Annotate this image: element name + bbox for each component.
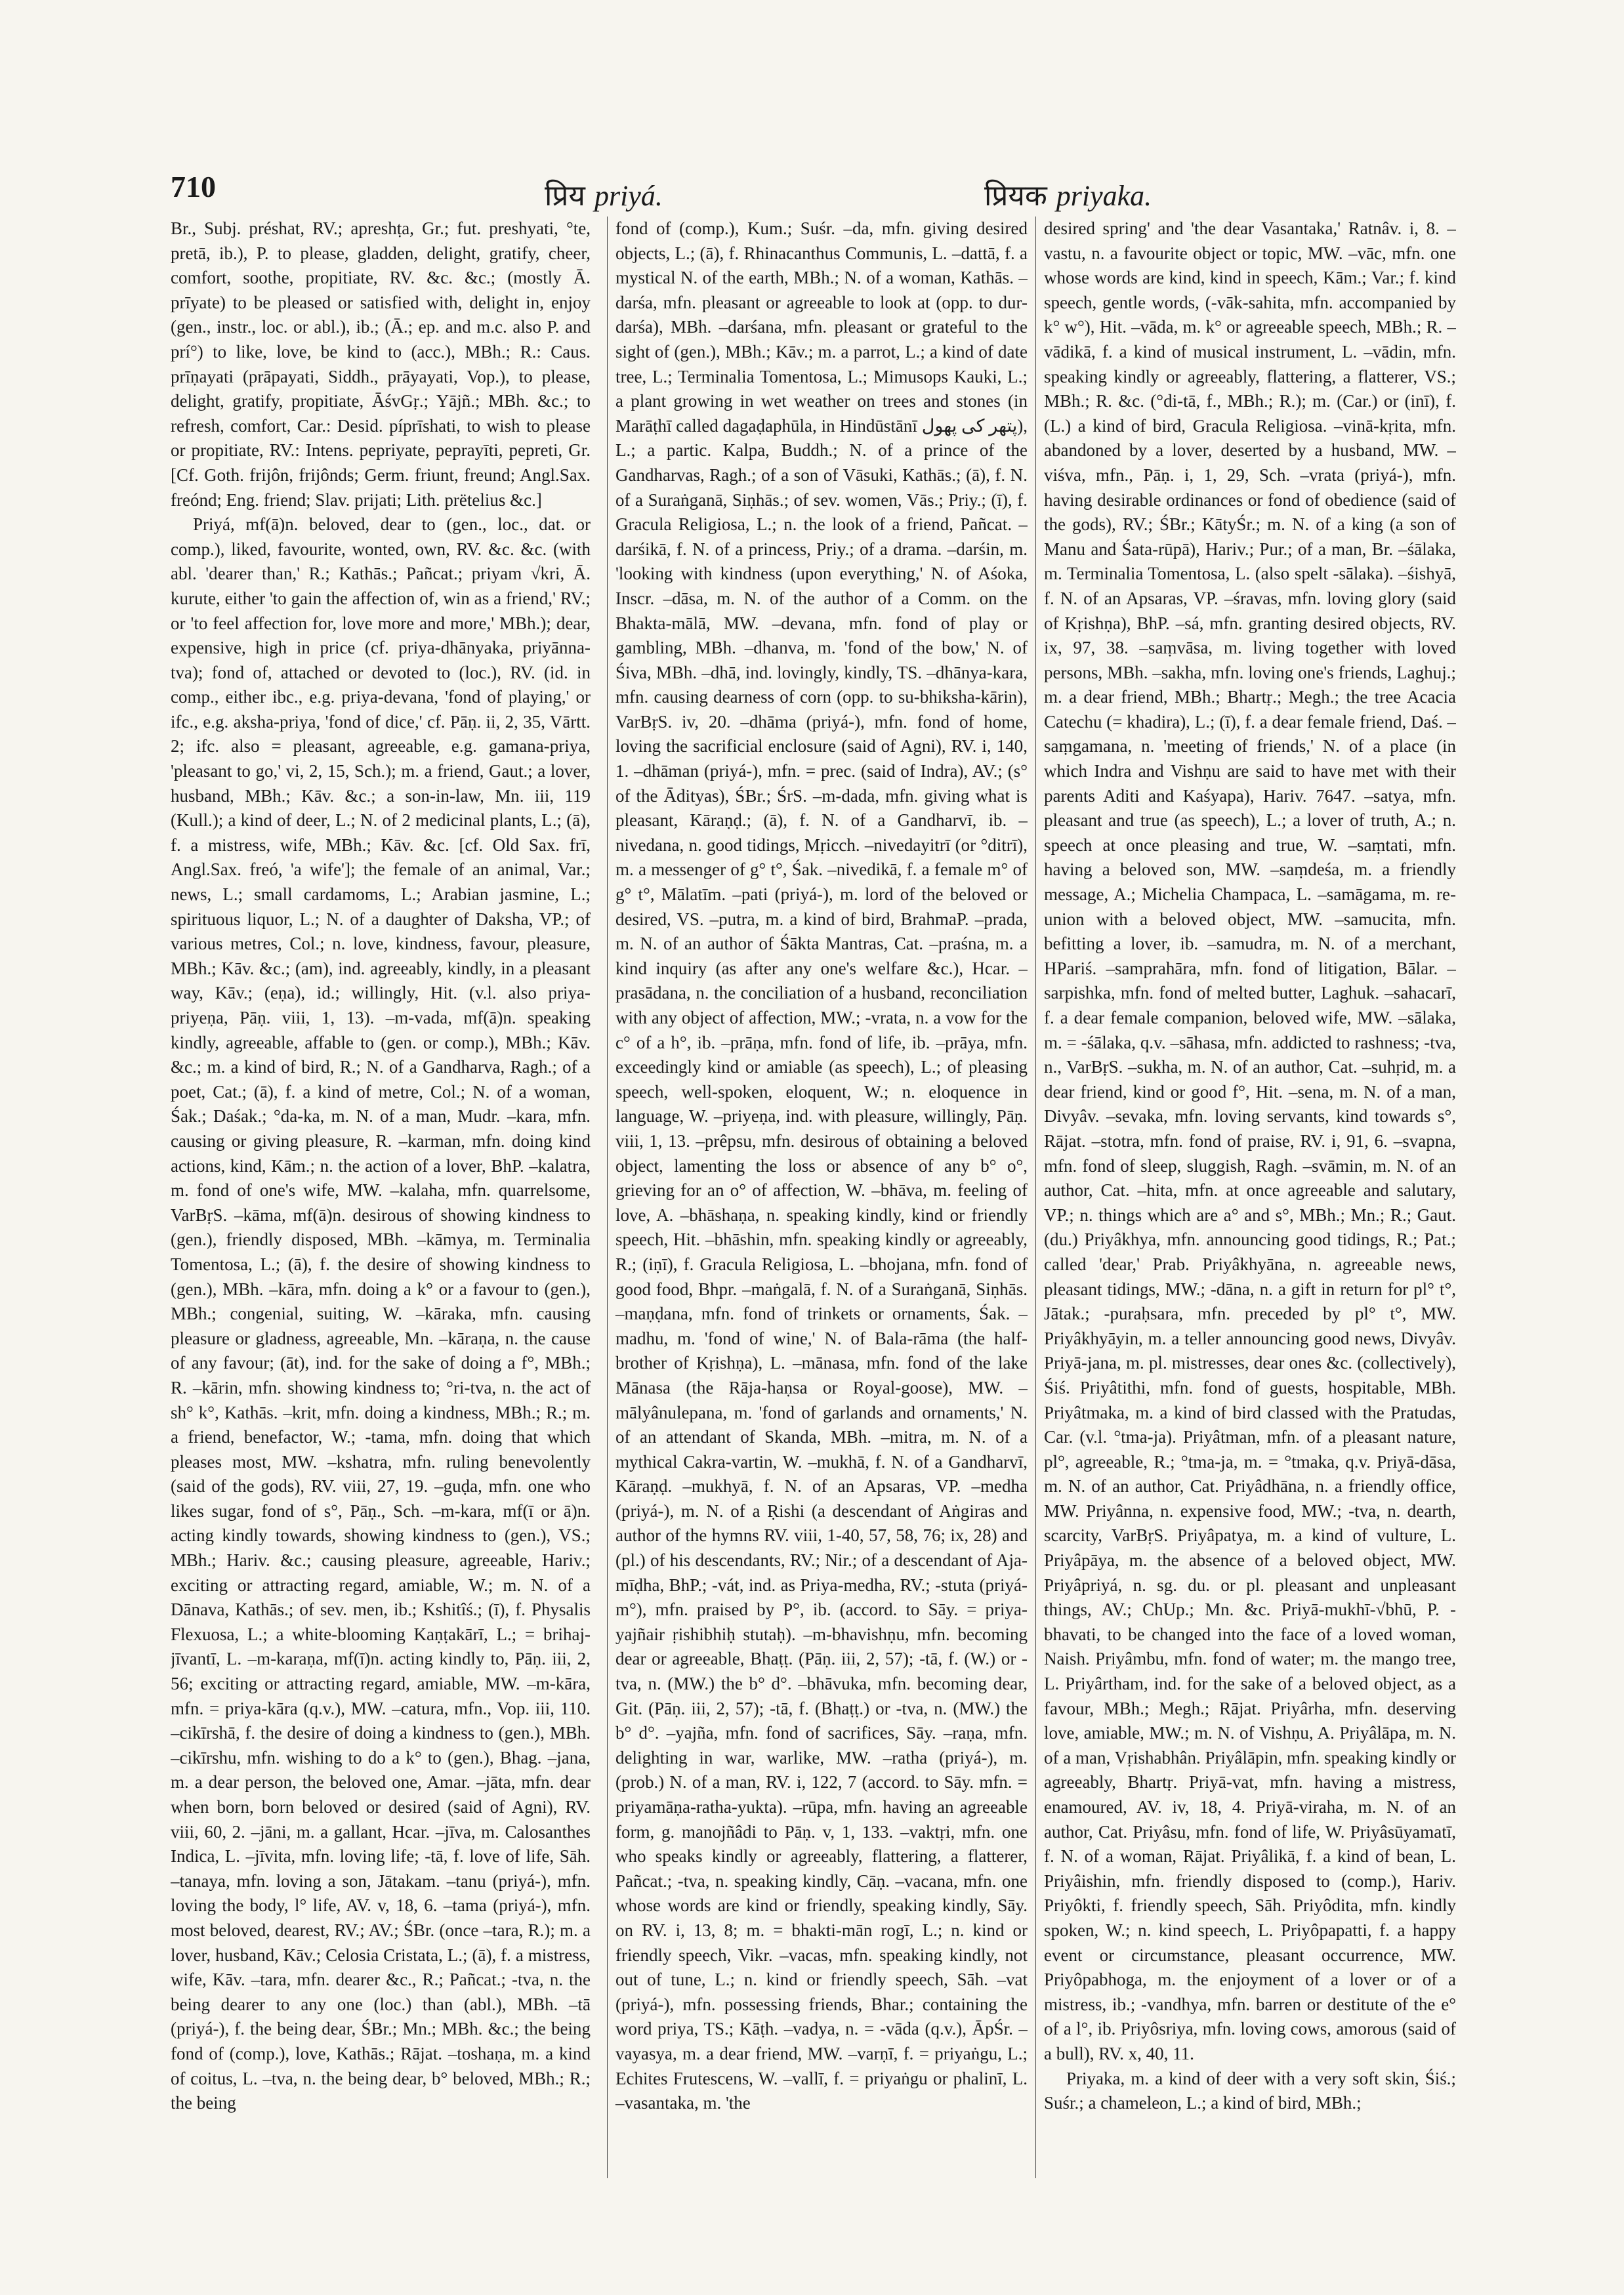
column-1-paragraph: Br., Subj. préshat, RV.; apreshṭa, Gr.; fut. preshyati, °te, pretā, ib.), P. to please, gladden, delight, gratify, cheer, comfort, soothe, propitiate, RV. &c. &c.; (mostly Ā. prīyate) to be pleased or satisfied with, delight in, enjoy (gen., instr., loc. or abl.), ib.; (Ā.; ep. and m.c. also P. and prí°) to like, love, be kind to (acc.), MBh.; R.: Caus. prīṇayati (prāpayati, Siddh., prāyayati, Vop.), to please, delight, gratify, propitiate, ĀśvGṛ.; Yājñ.; MBh. &c.; to refresh, comfort, Car.: Desid. píprīshati, to wish to please or propitiate, RV.: Intens. pepriyate, peprayīti, pepreti, Gr. [Cf. Goth. frijôn, frijônds; Germ. friunt, freund; Angl.Sax. freónd; Eng. friend; Slav. prijati; Lith. prëtelius &c.] bbox=[171, 218, 591, 510]
column-3 bbox=[1035, 217, 1456, 2178]
running-head-left-devanagari: प्रिय bbox=[545, 180, 585, 212]
running-head-left-roman: priyá. bbox=[594, 180, 663, 212]
entry-priyaka: Priyaka, m. a kind of deer with a very soft skin, Śiś.; Suśr.; a chameleon, L.; a kind of bird, MBh.; bbox=[1044, 2068, 1456, 2113]
page-number: 710 bbox=[171, 170, 216, 203]
running-head-right-roman: priyaka. bbox=[1056, 180, 1152, 212]
entry-priya: Priyá, mf(ā)n. beloved, dear to (gen., loc., dat. or comp.), liked, favourite, wonted, own, RV. &c. &c. (with abl. 'dearer than,' R.; Kathās.; Pañcat.; priyam √kri, Ā. kurute, either 'to gain the affection of, win as a friend,' RV.; or 'to feel affection for, love more and more,' MBh.); dear, expensive, high in price (cf. priya-dhānyaka, priyānna-tva); fond of, attached or devoted to (loc.), RV. (id. in comp., either ibc., e.g. priya-devana, 'fond of playing,' or ifc., e.g. aksha-priya, 'fond of dice,' cf. Pāṇ. ii, 2, 35, Vārtt. 2; ifc. also = pleasant, agreeable, e.g. gamana-priya, 'pleasant to go,' vi, 2, 15, Sch.); m. a friend, Gaut.; a lover, husband, MBh.; Kāv. &c.; a son-in-law, Mn. iii, 119 (Kull.); a kind of deer, L.; N. of 2 medicinal plants, L.; (ā), f. a mistress, wife, MBh.; Kāv. &c. [cf. Old Sax. frī, Angl.Sax. freó, 'a wife']; the female of an animal, Var.; news, L.; small cardamoms, L.; Arabian jasmine, L.; spirituous liquor, L.; N. of a daughter of Daksha, VP.; of various metres, Col.; n. love, kindness, favour, pleasure, MBh.; Kāv. &c.; (am), ind. agreeably, kindly, in a pleasant way, Kāv.; (eṇa), id.; willingly, Hit. (v.l. also priya-priyeṇa, Pāṇ. viii, 1, 13). –m-vada, mf(ā)n. speaking kindly, agreeable, affable to (gen. or comp.), MBh.; Kāv. &c.; m. a kind of bird, R.; N. of a Gandharva, Ragh.; of a poet, Cat.; (ā), f. a kind of metre, Col.; N. of a woman, Śak.; Daśak.; °da-ka, m. N. of a man, Mudr. –kara, mfn. causing or giving pleasure, R. –karman, mfn. doing kind actions, kind, Kām.; n. the action of a lover, BhP. –kalatra, m. fond of one's wife, MW. –kalaha, mfn. quarrelsome, VarBṛS. –kāma, mf(ā)n. desirous of showing kindness to (gen.), friendly disposed, MBh. –kāmya, m. Terminalia Tomentosa, L.; (ā), f. the desire of showing kindness to (gen.), MBh. –kāra, mfn. doing a k° or a favour to (gen.), MBh.; congenial, suiting, W. –kāraka, mfn. causing pleasure or gladness, agreeable, Mn. –kāraṇa, n. the cause of any favour; (āt), ind. for the sake of doing a f°, MBh.; R. –kārin, mfn. showing kindness to; °ri-tva, n. the act of sh° k°, Kathās. –krit, mfn. doing a kindness, MBh.; R.; m. a friend, benefactor, W.; -tama, mfn. doing that which pleases most, MW. –kshatra, mfn. ruling benevolently (said of the gods), RV. viii, 27, 19. –guḍa, mfn. one who likes sugar, fond of s°, Pāṇ., Sch. –m-kara, mf(ī or ā)n. acting kindly towards, showing kindness to (gen.), VS.; MBh.; Hariv. &c.; causing pleasure, agreeable, Hariv.; exciting or attracting regard, amiable, W.; m. N. of a Dānava, Kathās.; of sev. men, ib.; Kshitîś.; (ī), f. Physalis Flexuosa, L.; a white-blooming Kaṇṭakārī, L.; = brihaj-jīvantī, L. –m-karaṇa, mf(ī)n. acting kindly to, Pāṇ. iii, 2, 56; exciting or attracting regard, amiable, MW. –m-kāra, mfn. = priya-kāra (q.v.), MW. –catura, mfn., Vop. iii, 110. –cikīrshā, f. the desire of doing a kindness to (gen.), MBh. –cikīrshu, mfn. wishing to do a k° to (gen.), Bhag. –jana, m. a dear person, the beloved one, Amar. –jāta, mfn. dear when born, born beloved or desired (said of Agni), RV. viii, 60, 2. –jāni, m. a gallant, Hcar. –jīva, m. Calosanthes Indica, L. –jīvita, mfn. loving life; -tā, f. love of life, Sāh. –tanaya, mfn. loving a son, Jātakam. –tanu (priyá-), mfn. loving the body, l° life, AV. v, 18, 6. –tama (priyá-), mfn. most beloved, dearest, RV.; AV.; ŚBr. (once –tara, R.); m. a lover, husband, Kāv.; Celosia Cristata, L.; (ā), f. a mistress, wife, Kāv. –tara, mfn. dearer &c., R.; Pañcat.; -tva, n. the being dearer to any one (loc.) than (abl.), MBh. –tā (priyá-), f. the being dear, ŚBr.; Mn.; MBh. &c.; the being fond of (comp.), love, Kathās.; Rājat. –toshaṇa, m. a kind of coitus, L. –tva, n. the being dear, b° beloved, MBh.; R.; the being bbox=[171, 514, 591, 2113]
running-head-right bbox=[984, 175, 1152, 214]
column-2-paragraph: fond of (comp.), Kum.; Suśr. –da, mfn. giving desired objects, L.; (ā), f. Rhinacanthus Communis, L. –dattā, f. a mystical N. of the earth, MBh.; N. of a woman, Kathās. –darśa, mfn. pleasant or agreeable to look at (opp. to dur-darśa), MBh. –darśana, mfn. pleasant or grateful to the sight of (gen.), MBh.; Kāv.; m. a parrot, L.; a kind of date tree, L.; Terminalia Tomentosa, L.; Mimusops Kauki, L.; a plant growing in wet weather on trees and stones (in Marāṭhī called dagaḍaphūla, in Hindūstānī پتهر کی پهول), L.; a partic. Kalpa, Buddh.; N. of a prince of the Gandharvas, Ragh.; of a son of Vāsuki, Kathās.; (ā), f. N. of a Suraṅganā, Siṇhās.; of sev. women, Vās.; Priy.; (ī), f. Gracula Religiosa, L.; n. the look of a friend, Pañcat. –darśikā, f. N. of a princess, Priy.; of a drama. –darśin, m. 'looking with kindness (upon everything,' N. of Aśoka, Inscr. –dāsa, m. N. of the author of a Comm. on the Bhakta-mālā, MW. –devana, mfn. fond of play or gambling, MBh. –dhanva, m. 'fond of the bow,' N. of Śiva, MBh. –dhā, ind. lovingly, kindly, TS. –dhānya-kara, mfn. causing dearness of corn (opp. to su-bhiksha-kārin), VarBṛS. iv, 20. –dhāma (priyá-), mfn. fond of home, loving the sacrificial enclosure (said of Agni), RV. i, 140, 1. –dhāman (priyá-), mfn. = prec. (said of Indra), AV.; (s° of the Ādityas), ŚBr.; ŚrS. –m-dada, mfn. giving what is pleasant, Kāraṇḍ.; (ā), f. N. of a Gandharvī, ib. –nivedana, n. good tidings, Mṛicch. –nivedayitrī (or °ditrī), m. a messenger of g° t°, Śak. –nivedikā, f. a female m° of g° t°, Mālatīm. –pati (priyá-), m. lord of the beloved or desired, VS. –putra, m. a kind of bird, BrahmaP. –prada, m. N. of an author of Śākta Mantras, Cat. –praśna, m. a kind inquiry (as after any one's welfare &c.), Hcar. –prasādana, n. the conciliation of a husband, reconciliation with any object of affection, MW.; -vrata, n. a vow for the c° of a h°, ib. –prāṇa, mfn. fond of life, ib. –prāya, mfn. exceedingly kind or amiable (as speech), L.; of pleasing speech, well-spoken, eloquent, W.; n. eloquence in language, W. –priyeṇa, ind. with pleasure, willingly, Pāṇ. viii, 1, 13. –prêpsu, mfn. desirous of obtaining a beloved object, lamenting the loss or absence of any b° o°, grieving for an o° of affection, W. –bhāva, m. feeling of love, A. –bhāshaṇa, n. speaking kindly, kind or friendly speech, Hit. –bhāshin, mfn. speaking kindly or agreeably, R.; (iṇī), f. Gracula Religiosa, L. –bhojana, mfn. fond of good food, Bhpr. –maṅgalā, f. N. of a Suraṅganā, Siṇhās. –maṇḍana, mfn. fond of trinkets or ornaments, Śak. –madhu, m. 'fond of wine,' N. of Bala-rāma (the half-brother of Kṛishṇa), L. –mānasa, mfn. fond of the lake Mānasa (the Rāja-haṇsa or Royal-goose), MW. –mālyânulepana, m. 'fond of garlands and ornaments,' N. of an attendant of Skanda, MBh. –mitra, m. N. of a mythical Cakra-vartin, W. –mukhā, f. N. of a Gandharvī, Kāraṇḍ. –mukhyā, f. N. of an Apsaras, VP. –medha (priyá-), m. N. of a Ṛishi (a descendant of Aṅgiras and author of the hymns RV. viii, 1-40, 57, 58, 76; ix, 28) and (pl.) of his descendants, RV.; Nir.; of a descendant of Aja-mīḍha, BhP.; -vát, ind. as Priya-medha, RV.; -stuta (priyá-m°), mfn. praised by P°, ib. (accord. to Sāy. = priya-yajñair ṛishibhiḥ stutaḥ). –m-bhavishṇu, mfn. becoming dear or agreeable, Bhaṭṭ. (Pāṇ. iii, 2, 57); -tā, f. (W.) or -tva, n. (MW.) the b° d°. –bhāvuka, mfn. becoming dear, Git. (Pāṇ. iii, 2, 57); -tā, f. (Bhaṭṭ.) or -tva, n. (MW.) the b° d°. –yajña, mfn. fond of sacrifices, Sāy. –raṇa, mfn. delighting in war, warlike, MW. –ratha (priyá-), m. (prob.) N. of a man, RV. i, 122, 7 (accord. to Sāy. mfn. = priyamāṇa-ratha-yukta). –rūpa, mfn. having an agreeable form, g. manojñâdi to Pāṇ. v, 1, 133. –vaktṛi, mfn. one who speaks kindly or agreeably, flattering, a flatterer, Pañcat.; -tva, n. speaking kindly, Cāṇ. –vacana, mfn. one whose words are kind or friendly, speaking kindly, Sāy. on RV. i, 13, 8; m. = bhakti-mān rogī, L.; n. kind or friendly speech, Vikr. –vacas, mfn. speaking kindly, not out of tune, L.; n. kind or friendly speech, Sāh. –vat (priyá-), mfn. possessing friends, Bhar.; containing the word priya, TS.; Kāṭh. –vadya, n. = -vāda (q.v.), ĀpŚr. –vayasya, m. a dear friend, MW. –varṇī, f. = priyaṅgu, L.; Echites Frutescens, W. –vallī, f. = priyaṅgu or phalinī, L. –vasantaka, m. 'the bbox=[615, 218, 1028, 2113]
dictionary-columns bbox=[171, 217, 1624, 2178]
column-3-paragraph: desired spring' and 'the dear Vasantaka,' Ratnâv. i, 8. –vastu, n. a favourite object or topic, MW. –vāc, mfn. one whose words are kind, kind in speech, Kām.; Var.; f. kind speech, gentle words, (-vāk-sahita, mfn. accompanied by k° w°), Hit. –vāda, m. k° or agreeable speech, MBh.; R. –vādikā, f. a kind of musical instrument, L. –vādin, mfn. speaking kindly or agreeably, flattering, a flatterer, VS.; MBh.; R. &c. (°di-tā, f., MBh.; R.); m. (Car.) or (inī), f. (L.) a kind of bird, Gracula Religiosa. –vinā-kṛita, mfn. abandoned by a lover, deserted by a husband, MW. –viśva, mfn., Pāṇ. i, 1, 29, Sch. –vrata (priyá-), mfn. having desirable ordinances or fond of obedience (said of the gods), RV.; ŚBr.; KātyŚr.; m. N. of a king (a son of Manu and Śata-rūpā), Hariv.; Pur.; of a man, Br. –śālaka, m. Terminalia Tomentosa, L. (also spelt -sālaka). –śishyā, f. N. of an Apsaras, VP. –śravas, mfn. loving glory (said of Kṛishṇa), BhP. –sá, mfn. granting desired objects, RV. ix, 97, 38. –saṃvāsa, m. living together with loved persons, MBh. –sakha, mfn. loving one's friends, Laghuj.; m. a dear friend, MBh.; Bhartṛ.; Megh.; the tree Acacia Catechu (= khadira), L.; (ī), f. a dear female friend, Daś. –saṃgamana, n. 'meeting of friends,' N. of a place (in which Indra and Vishṇu are said to have met with their parents Aditi and Kaśyapa), Hariv. 7647. –satya, mfn. pleasant and true (as speech), L.; a lover of truth, A.; n. speech at once pleasing and true, W. –saṃtati, mfn. having a beloved son, MW. –saṃdeśa, m. a friendly message, A.; Michelia Champaca, L. –samāgama, m. re-union with a beloved object, MW. –samucita, mfn. befitting a lover, ib. –samudra, m. N. of a merchant, HPariś. –samprahāra, mfn. fond of litigation, Bālar. –sarpishka, mfn. fond of melted butter, Laghuk. –sahacarī, f. a dear female companion, beloved wife, MW. –sālaka, m. = -śālaka, q.v. –sāhasa, mfn. addicted to rashness; -tva, n., VarBṛS. –sukha, m. N. of an author, Cat. –suhṛid, m. a dear friend, kind or good f°, Hit. –sena, m. N. of a man, Divyâv. –sevaka, mfn. loving servants, kind towards s°, Rājat. –stotra, mfn. fond of praise, RV. i, 91, 6. –svapna, mfn. fond of sleep, sluggish, Ragh. –svāmin, m. N. of an author, Cat. –hita, mfn. at once agreeable and salutary, VP.; n. things which are a° and s°, MBh.; Mn.; R.; Gaut. (du.) Priyâkhya, mfn. announcing good tidings, R.; Pat.; called 'dear,' Prab. Priyâkhyāna, n. agreeable news, pleasant tidings, MW.; -dāna, n. a gift in return for pl° t°, Jātak.; -puraḥsara, mfn. preceded by pl° t°, MW. Priyâkhyāyin, m. a teller announcing good news, Divyâv. Priyā-jana, m. pl. mistresses, dear ones &c. (collectively), Śiś. Priyâtithi, mfn. fond of guests, hospitable, MBh. Priyâtmaka, m. a kind of bird classed with the Pratudas, Car. (v.l. °tma-ja). Priyâtman, mfn. of a pleasant nature, pl°, agreeable, R.; °tma-ja, m. = °tmaka, q.v. Priyā-dāsa, m. N. of an author, Cat. Priyâdhāna, n. a friendly office, MW. Priyânna, n. expensive food, MW.; -tva, n. dearth, scarcity, VarBṛS. Priyâpatya, m. a kind of vulture, L. Priyâpāya, m. the absence of a beloved object, MW. Priyâpriyá, n. sg. du. or pl. pleasant and unpleasant things, AV.; ChUp.; Mn. &c. Priyā-mukhī-√bhū, P. -bhavati, to be changed into the face of a loved woman, Naish. Priyâmbu, mfn. fond of water; m. the mango tree, L. Priyârtham, ind. for the sake of a beloved object, as a favour, MBh.; Megh.; Rājat. Priyârha, mfn. deserving love, amiable, MW.; m. N. of Vishṇu, A. Priyâlāpa, m. N. of a man, Vṛishabhân. Priyâlāpin, mfn. speaking kindly or agreeably, Bhartṛ. Priyā-vat, mfn. having a mistress, enamoured, AV. iv, 18, 4. Priyā-viraha, m. N. of an author, Cat. Priyâsu, mfn. fond of life, W. Priyâsūyamatī, f. N. of a woman, Rājat. Priyâlikā, f. a kind of bean, L. Priyâishin, mfn. friendly disposed to (comp.), Hariv. Priyôkti, f. friendly speech, Sāh. Priyôdita, mfn. kindly spoken, W.; n. kind speech, L. Priyôpapatti, f. a happy event or circumstance, pleasant occurrence, MW. Priyôpabhoga, m. the enjoyment of a lover or of a mistress, ib.; -vandhya, mfn. barren or destitute of the e° of a l°, ib. Priyôsriya, mfn. loving cows, amorous (said of a bull), RV. x, 40, 11. bbox=[1044, 218, 1456, 2063]
running-head-left bbox=[545, 175, 663, 214]
column-1 bbox=[171, 217, 591, 2178]
column-2 bbox=[607, 217, 1028, 2178]
running-head-right-devanagari: प्रियक bbox=[984, 180, 1047, 212]
